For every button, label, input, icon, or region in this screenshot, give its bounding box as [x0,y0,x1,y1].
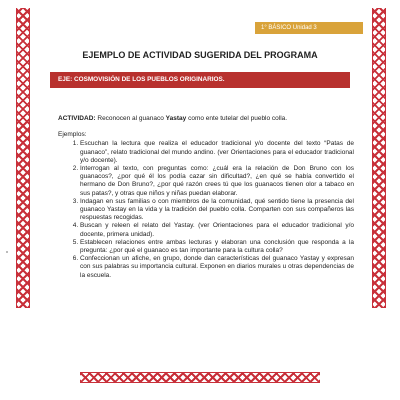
activity-text-before: Reconocen al guanaco [95,115,166,122]
example-item: 4. Buscan y releen el relato del Yastay. (ver Orientaciones para el educador tradicional y/o docente, primera unidad). [80,222,354,238]
examples-list [58,140,354,279]
example-item: 2. Interrogan al texto, con preguntas como: ¿cuál era la relación de Don Bruno con los guanacos?, ¿por qué él los podía cazar sin dificultad?, ¿en qué se había convertido el hermano de Don Bruno?, ¿por qué razón crees tú que los guanacos tienen olor a tabaco en sus patas?, y otras que niños y niñas puedan elaborar. [80,165,354,198]
unit-badge: 1° BÁSICO Unidad 3 [255,22,363,34]
page-mark [6,251,8,253]
activity-statement [58,115,354,123]
decorative-border-bottom [80,372,320,383]
example-item: 3. Indagan en sus familias o con miembros de la comunidad, qué sentido tiene la presencia del guanaco Yastay en la vida y la tradición del pueblo colla. Comparten con sus compañeros las respuestas recogidas. [80,198,354,223]
activity-text-after: como ente tutelar del pueblo colla. [186,115,288,122]
activity-bold-word: Yastay [165,115,187,122]
page-title: EJEMPLO DE ACTIVIDAD SUGERIDA DEL PROGRAMA [82,50,318,60]
examples-label: Ejemplos: [58,131,87,139]
example-item: 5. Establecen relaciones entre ambas lecturas y elaboran una conclusión que responda a la pregunta: ¿por qué el guanaco es tan importante para la cultura colla? [80,239,354,255]
example-item: 1. Escuchan la lectura que realiza el educador tradicional y/o docente del texto “Patas de guanaco”, relato tradicional del mundo andino. (ver Orientaciones para el educador tradicional y/o docente). [80,140,354,165]
axis-banner: EJE: COSMOVISIÓN DE LOS PUEBLOS ORIGINARIOS. [50,72,350,88]
activity-content [58,115,354,280]
example-item: 6. Confeccionan un afiche, en grupo, donde dan características del guanaco Yastay y expresan con sus palabras su importancia cultural. Exponen en diarios murales u otras dependencias de la escuela. [80,255,354,280]
activity-label: ACTIVIDAD: [58,115,96,122]
